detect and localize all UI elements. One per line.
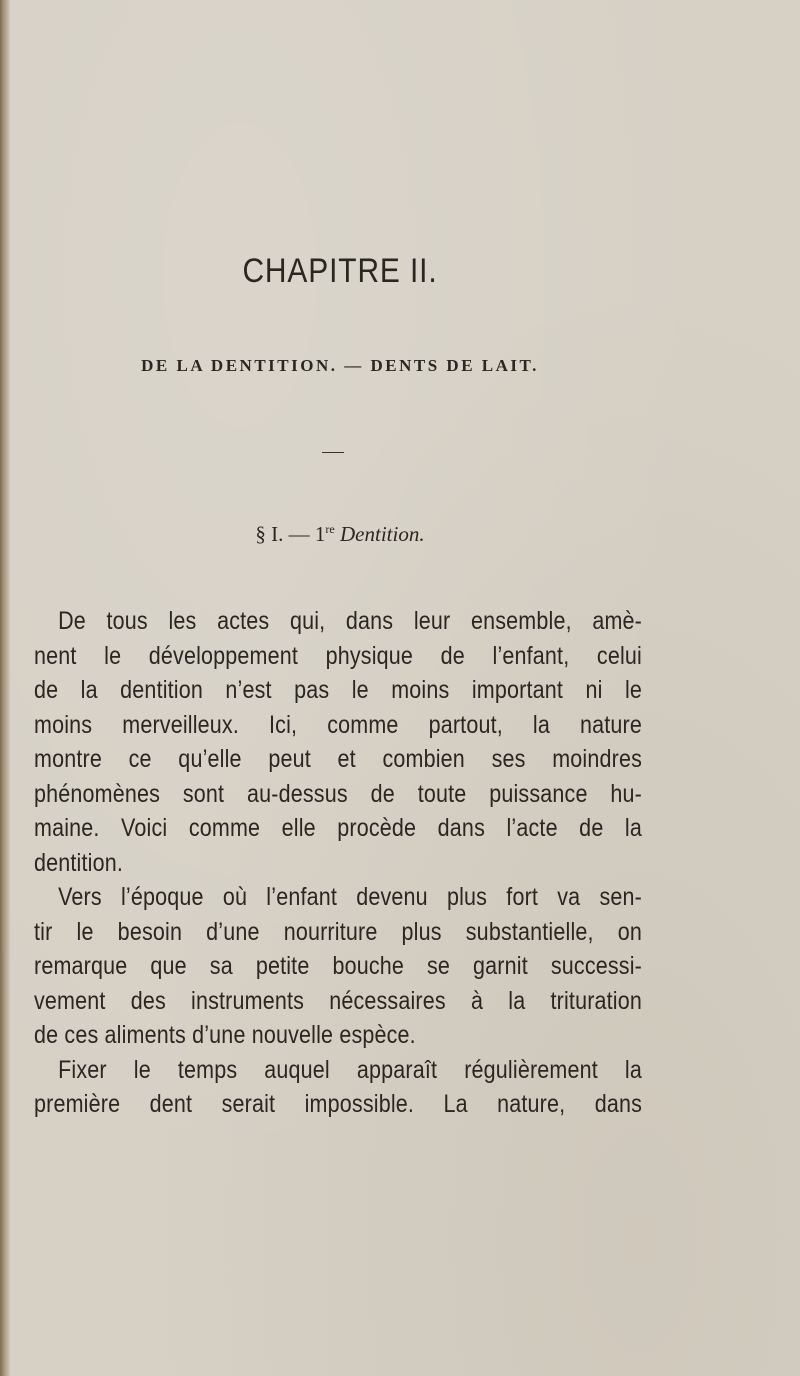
- separator-rule: [322, 452, 344, 453]
- text-line: Fixer le temps auquel apparaît régulièrement la: [58, 1055, 643, 1084]
- text-line: de ces aliments d’une nouvelle espèce.: [34, 1021, 416, 1049]
- text-line: maine. Voici comme elle procède dans l’acte de la: [34, 814, 643, 842]
- text-line: dentition.: [34, 848, 123, 877]
- chapter-title: CHAPITRE II.: [242, 252, 438, 290]
- text-line: phénomènes sont au-dessus de toute puissance hu-: [34, 779, 643, 808]
- text-line: moins merveilleux. Ici, comme partout, la nature: [34, 710, 643, 739]
- section-superscript: re: [325, 522, 335, 536]
- section-heading: [0, 522, 680, 547]
- page-edge: [0, 0, 10, 1376]
- text-line: nent le développement physique de l’enfant, celui: [34, 641, 643, 670]
- section-prefix: § I. — 1: [255, 522, 326, 546]
- chapter-subtitle: DE LA DENTITION. — DENTS DE LAIT.: [141, 356, 539, 375]
- section-title: Dentition.: [340, 522, 425, 546]
- text-line: de la dentition n’est pas le moins important ni le: [34, 676, 643, 704]
- text-line: De tous les actes qui, dans leur ensemble, amè-: [58, 607, 643, 635]
- text-line: vement des instruments nécessaires à la trituration: [34, 986, 643, 1015]
- text-line: première dent serait impossible. La nature, dans: [34, 1090, 643, 1118]
- text-line: montre ce qu’elle peut et combien ses moindres: [34, 745, 643, 773]
- text-line: tir le besoin d’une nourriture plus substantielle, on: [34, 917, 643, 946]
- text-line: remarque que sa petite bouche se garnit successi-: [34, 952, 643, 980]
- body-text: [34, 604, 642, 1122]
- text-line: Vers l’époque où l’enfant devenu plus fort va sen-: [58, 883, 643, 911]
